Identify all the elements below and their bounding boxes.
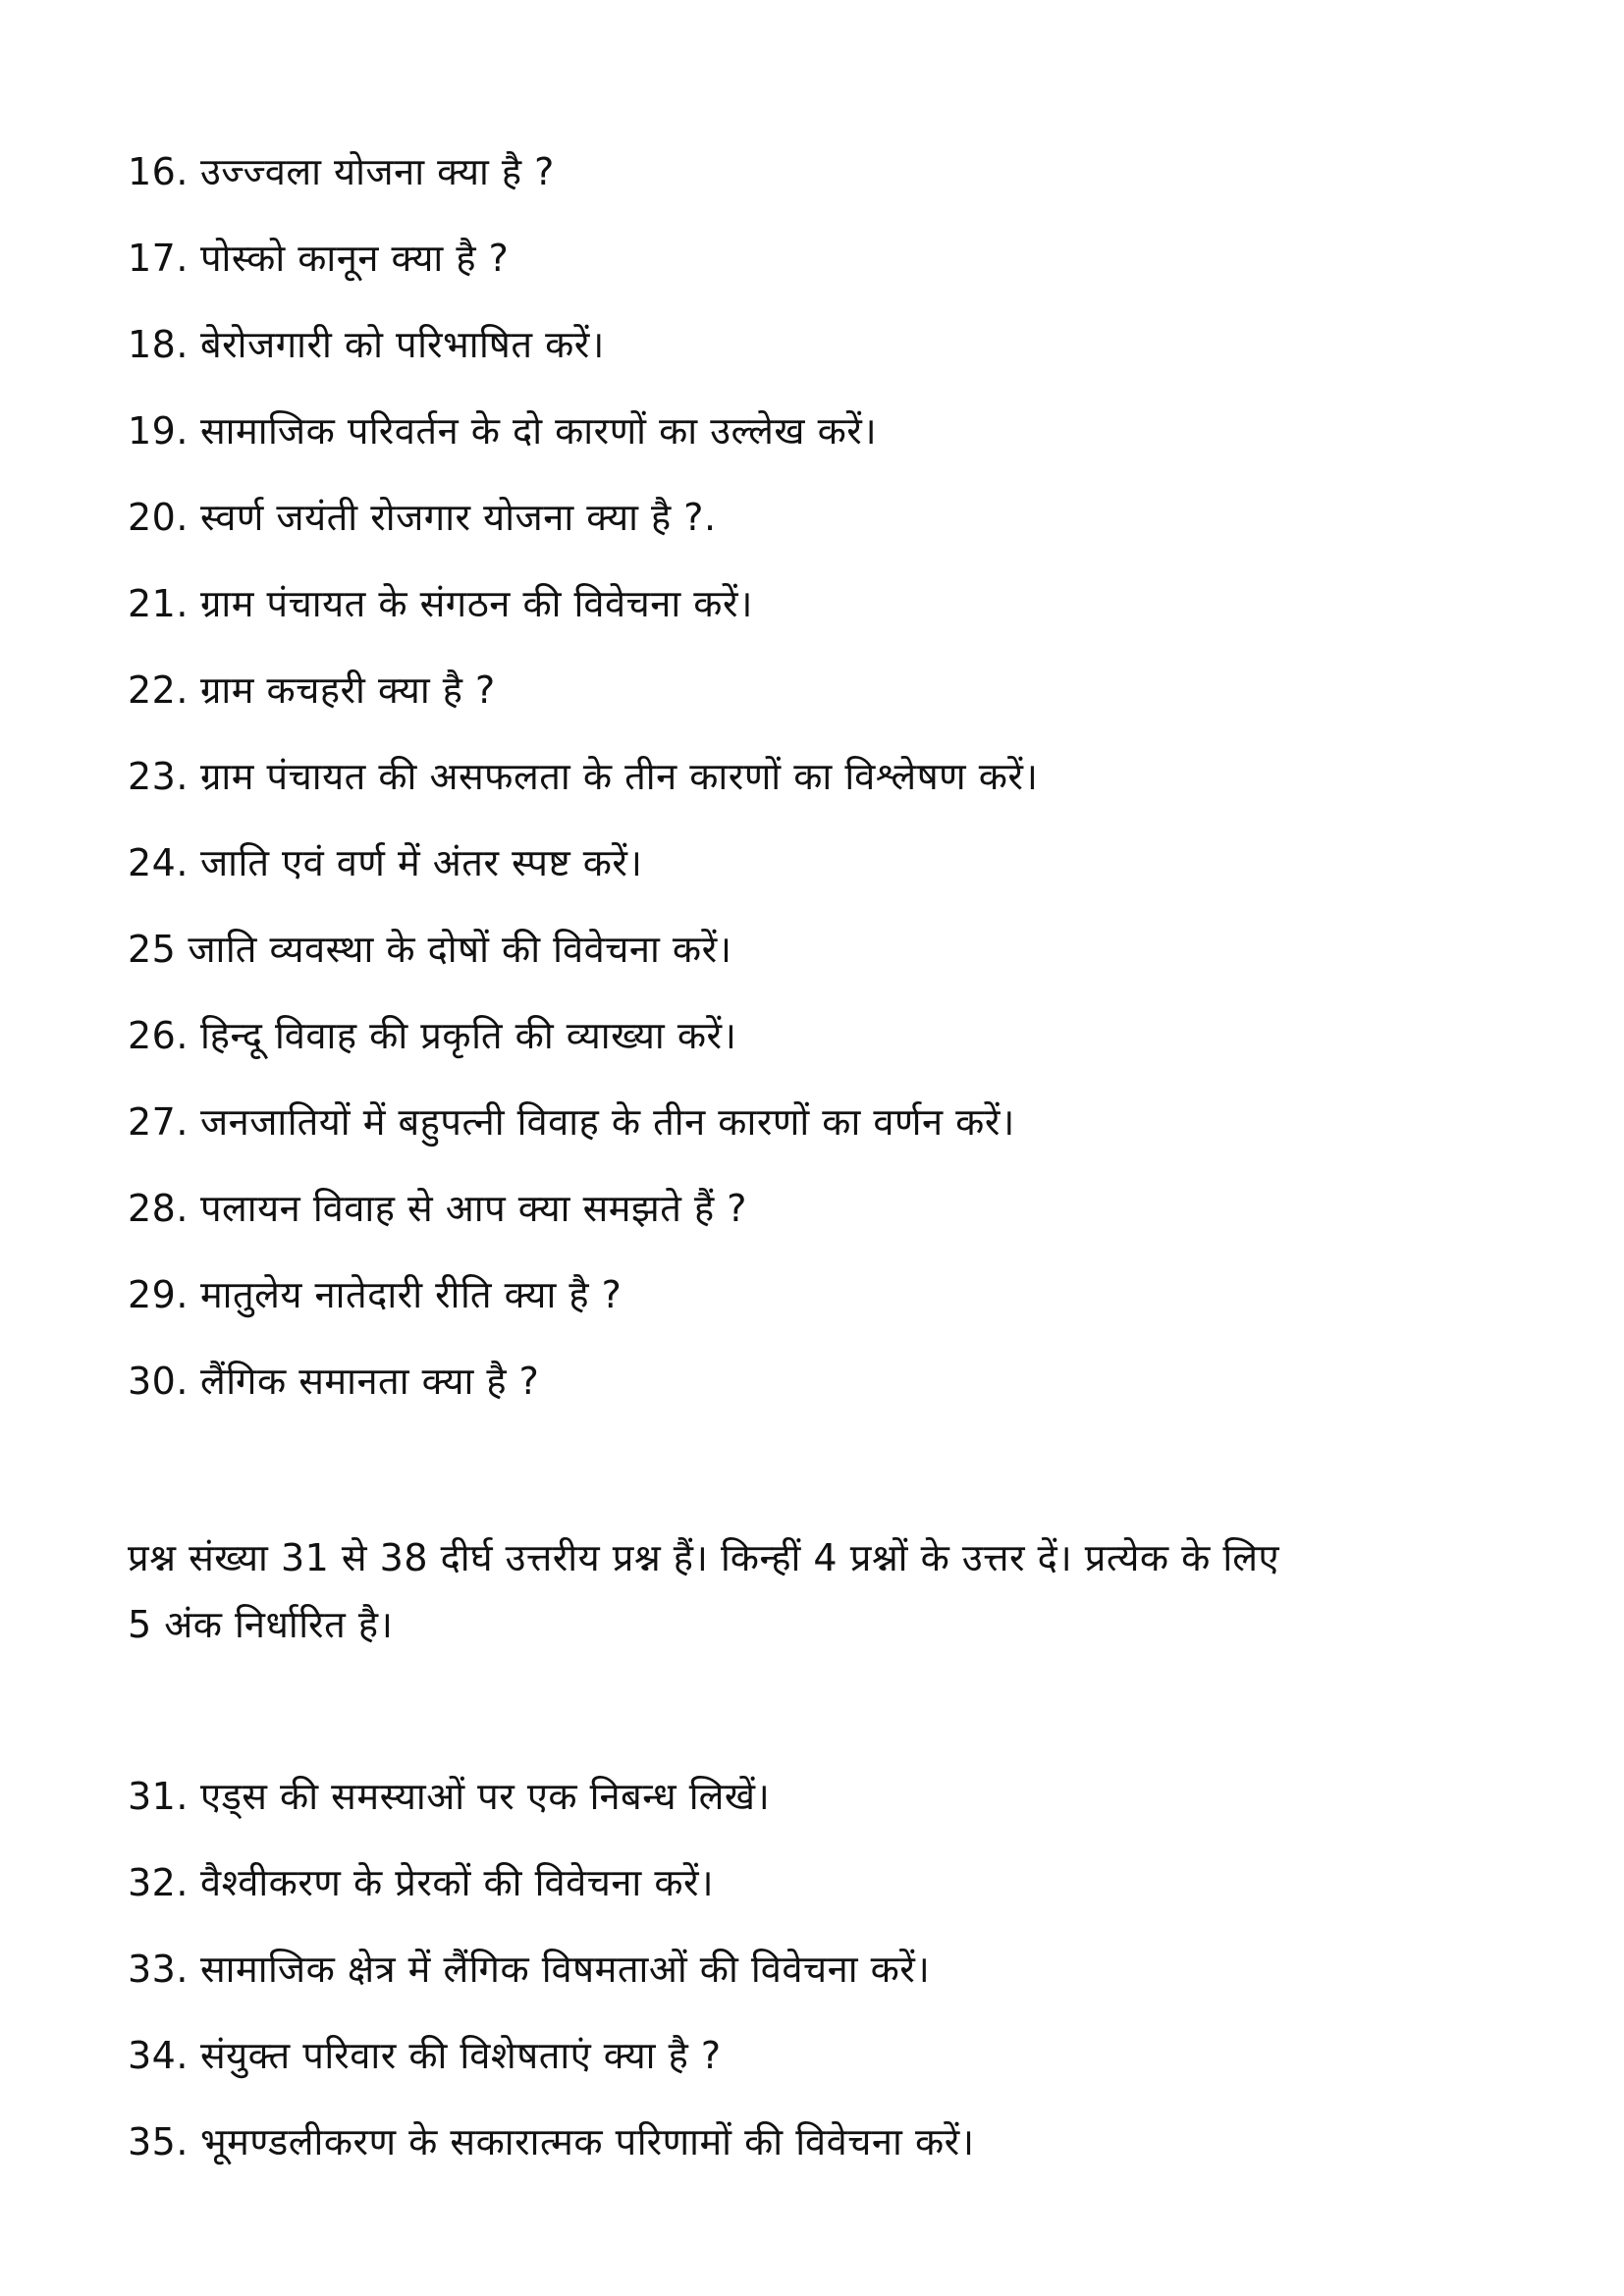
question-number: 35. (128, 2120, 189, 2163)
question-number: 32. (128, 1861, 189, 1904)
question-number: 33. (128, 1948, 189, 1991)
question-item (128, 574, 1038, 661)
question-item (128, 1853, 975, 1940)
question-item (128, 488, 1038, 574)
question-item (128, 920, 1038, 1006)
question-number: 17. (128, 237, 189, 280)
question-item (128, 661, 1038, 747)
question-number: 24. (128, 841, 189, 884)
question-text: जनजातियों में बहुपत्नी विवाह के तीन कारणों का वर्णन करें। (199, 1100, 1015, 1144)
question-item (128, 1352, 1038, 1438)
question-number: 26. (128, 1014, 189, 1057)
question-number: 27. (128, 1100, 189, 1144)
question-text: हिन्दू विवाह की प्रकृति की व्याख्या करें। (199, 1014, 737, 1057)
question-text: ग्राम कचहरी क्या है ? (199, 668, 496, 712)
question-item (128, 1179, 1038, 1265)
question-item (128, 142, 1038, 229)
question-text: उज्ज्वला योजना क्या है ? (199, 150, 555, 193)
question-text: लैंगिक समानता क्या है ? (199, 1360, 540, 1403)
instruction-line-2: 5 अंक निर्धारित है। (128, 1603, 394, 1646)
question-number: 21. (128, 582, 189, 625)
instruction-line-1: प्रश्न संख्या 31 से 38 दीर्घ उत्तरीय प्रश्न हैं। किन्हीं 4 प्रश्नों के उत्तर दें। प्रत्येक के लिए (128, 1536, 1280, 1579)
question-item (128, 747, 1038, 833)
question-text: वैश्वीकरण के प्रेरकों की विवेचना करें। (199, 1861, 714, 1904)
section-instruction (128, 1524, 1502, 1658)
question-text: मातुलेय नातेदारी रीति क्या है ? (199, 1273, 623, 1316)
question-text: जाति एवं वर्ण में अंतर स्पष्ट करें। (199, 841, 643, 884)
question-number: 20. (128, 496, 189, 539)
question-item (128, 1093, 1038, 1179)
question-number: 29. (128, 1273, 189, 1316)
question-item (128, 1265, 1038, 1352)
question-text: पोस्को कानून क्या है ? (199, 237, 510, 280)
question-number: 30. (128, 1360, 189, 1403)
question-text: पलायन विवाह से आप क्या समझते हैं ? (199, 1187, 747, 1230)
question-number: 23. (128, 755, 189, 798)
question-text: स्वर्ण जयंती रोजगार योजना क्या है ?. (199, 496, 717, 539)
question-number: 22. (128, 668, 189, 712)
question-number: 31. (128, 1775, 189, 1818)
question-number: 16. (128, 150, 189, 193)
question-item (128, 229, 1038, 315)
short-answer-question-list (128, 142, 1038, 1438)
long-answer-question-list (128, 1767, 975, 2199)
question-number: 25 (128, 928, 177, 971)
question-text: भूमण्डलीकरण के सकारात्मक परिणामों की विवेचना करें। (199, 2120, 975, 2163)
question-text: जाति व्यवस्था के दोषों की विवेचना करें। (188, 928, 732, 971)
question-number: 34. (128, 2034, 189, 2077)
question-text: ग्राम पंचायत के संगठन की विवेचना करें। (199, 582, 753, 625)
question-item (128, 1006, 1038, 1093)
question-number: 19. (128, 409, 189, 453)
question-item (128, 1767, 975, 1853)
question-text: सामाजिक परिवर्तन के दो कारणों का उल्लेख करें। (199, 409, 878, 453)
question-text: बेरोजगारी को परिभाषित करें। (199, 323, 605, 366)
question-item (128, 2026, 975, 2112)
question-item (128, 2112, 975, 2199)
question-item (128, 833, 1038, 920)
question-item (128, 401, 1038, 488)
question-text: सामाजिक क्षेत्र में लैंगिक विषमताओं की विवेचना करें। (199, 1948, 931, 1991)
question-text: ग्राम पंचायत की असफलता के तीन कारणों का विश्लेषण करें। (199, 755, 1039, 798)
question-item (128, 1940, 975, 2026)
question-text: एड्स की समस्याओं पर एक निबन्ध लिखें। (199, 1775, 771, 1818)
question-number: 18. (128, 323, 189, 366)
question-item (128, 315, 1038, 401)
question-text: संयुक्त परिवार की विशेषताएं क्या है ? (199, 2034, 722, 2077)
question-number: 28. (128, 1187, 189, 1230)
